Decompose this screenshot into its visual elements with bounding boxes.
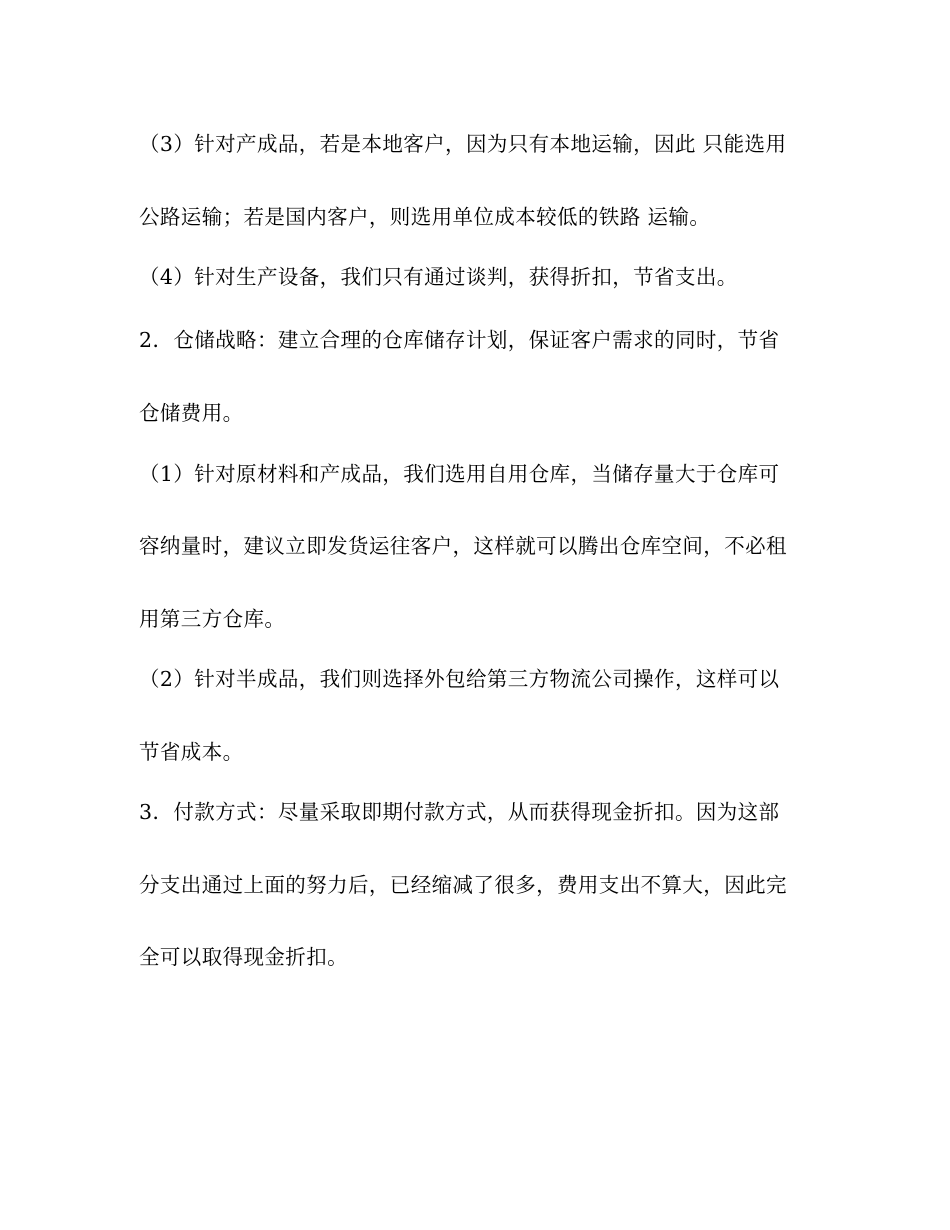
text-line: （2）针对半成品，我们则选择外包给第三方物流公司操作，这样可以	[139, 667, 780, 691]
text-line: 节省成本。	[139, 740, 244, 764]
text-line: 2．仓储战略：建立合理的仓库储存计划，保证客户需求的同时，节省	[139, 328, 780, 352]
text-line: （4）针对生产设备，我们只有通过谈判，获得折扣，节省支出。	[139, 265, 738, 289]
text-line: 3．付款方式：尽量采取即期付款方式，从而获得现金折扣。因为这部	[139, 800, 780, 824]
text-line: 用第三方仓库。	[139, 607, 286, 631]
text-line: 仓储费用。	[139, 401, 244, 425]
text-line: 全可以取得现金折扣。	[139, 945, 348, 969]
text-line: 公路运输；若是国内客户，则选用单位成本较低的铁路 运输。	[139, 205, 711, 229]
text-line: 容纳量时，建议立即发货运往客户，这样就可以腾出仓库空间，不必租	[139, 534, 787, 558]
text-line: 分支出通过上面的努力后，已经缩减了很多，费用支出不算大，因此完	[139, 873, 787, 897]
text-line: （1）针对原材料和产成品，我们选用自用仓库，当储存量大于仓库可	[139, 462, 780, 486]
text-line: （3）针对产成品，若是本地客户，因为只有本地运输，因此 只能选用	[139, 132, 787, 156]
